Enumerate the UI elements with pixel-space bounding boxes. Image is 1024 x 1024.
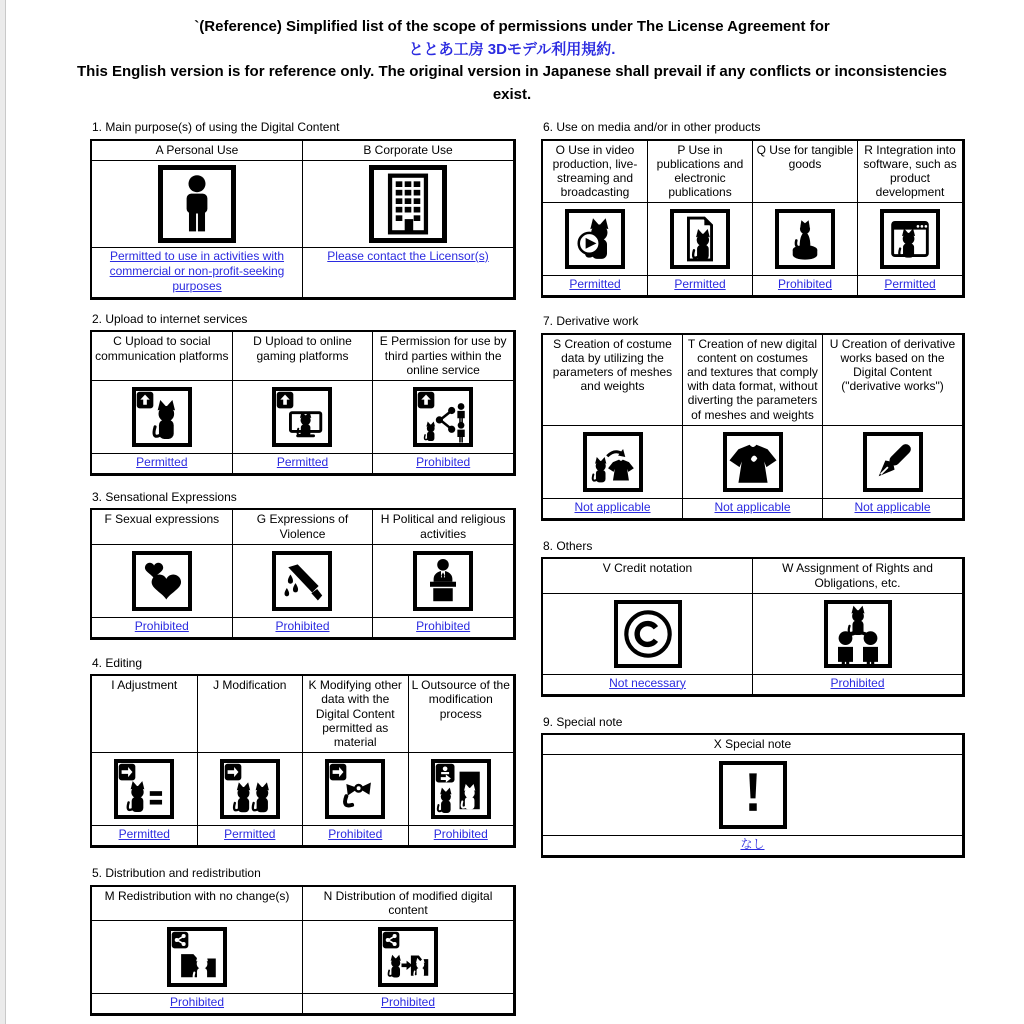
section-heading: 5. Distribution and redistribution — [92, 866, 261, 881]
cell-m-status-link[interactable]: Prohibited — [92, 994, 303, 1014]
cell-t-status-link[interactable]: Not applicable — [683, 499, 823, 519]
rights-assignment-icon — [824, 600, 892, 668]
title-text: `(Reference) Simplified list of the scope of permissions under The License Agreement for — [194, 18, 830, 35]
figurine-icon — [775, 209, 835, 269]
cell-d-label: D Upload to online gaming platforms — [233, 332, 374, 380]
adjustment-icon — [114, 759, 174, 819]
cell-c-label: C Upload to social communication platforms — [92, 332, 233, 380]
document-title-block — [0, 0, 1024, 106]
cell-x-label: X Special note — [543, 735, 963, 755]
cell-a-label: A Personal Use — [92, 141, 303, 161]
cell-f-label: F Sexual expressions — [92, 510, 233, 544]
cell-l-label: L Outsource of the modification process — [409, 676, 515, 753]
cell-i-status-link[interactable]: Permitted — [92, 826, 198, 846]
cell-t-label: T Creation of new digital content on costumes and textures that comply with data format, without diverting the parameters of meshes and weights — [683, 335, 823, 426]
sec-1-main-purpose — [90, 120, 516, 300]
license-agreement-link[interactable]: ととあ工房 3Dモデル利用規約 — [408, 40, 612, 58]
cell-q-status-link[interactable]: Prohibited — [753, 276, 858, 296]
publication-icon — [670, 209, 730, 269]
sec-4-editing — [90, 656, 516, 848]
cell-h-status-link[interactable]: Prohibited — [373, 618, 514, 638]
cell-j-label: J Modification — [198, 676, 304, 753]
cell-q-label: Q Use for tangible goods — [753, 141, 858, 204]
section-heading: 3. Sensational Expressions — [92, 489, 237, 504]
cell-k-status-link[interactable]: Prohibited — [303, 826, 409, 846]
permission-table-3 — [90, 508, 516, 639]
permission-table-5 — [90, 885, 516, 1016]
section-heading: 2. Upload to internet services — [92, 311, 248, 326]
costume-data-icon — [583, 432, 643, 492]
cell-i-label: I Adjustment — [92, 676, 198, 753]
cell-w-label: W Assignment of Rights and Obligations, etc. — [753, 559, 963, 593]
sec-5-distribution — [90, 866, 516, 1016]
section-heading: 7. Derivative work — [543, 314, 639, 329]
title-period: . — [611, 40, 616, 58]
copyright-icon — [614, 600, 682, 668]
section-heading: 8. Others — [543, 538, 593, 553]
upload-gaming-icon — [272, 387, 332, 447]
cell-m-label: M Redistribution with no change(s) — [92, 887, 303, 921]
cell-w-status-link[interactable]: Prohibited — [753, 675, 963, 695]
modification-icon — [220, 759, 280, 819]
section-heading: 6. Use on media and/or in other products — [543, 120, 761, 134]
cell-e-label: E Permission for use by third parties within the online service — [373, 332, 514, 380]
cell-s-status-link[interactable]: Not applicable — [543, 499, 683, 519]
cell-s-label: S Creation of costume data by utilizing the parameters of meshes and weights — [543, 335, 683, 426]
sec-3-sensational — [90, 490, 516, 640]
cell-g-label: G Expressions of Violence — [233, 510, 374, 544]
disclaimer-text: This English version is for reference only. The original version in Japanese shall prevail if any conflicts or inconsistencies exist. — [77, 63, 947, 103]
permission-table-6 — [541, 139, 965, 299]
sec-9-special-note — [541, 715, 965, 859]
section-heading: 9. Special note — [543, 714, 623, 729]
page-edge — [0, 0, 6, 1024]
cell-o-status-link[interactable]: Permitted — [543, 276, 648, 296]
exclamation-icon — [719, 761, 787, 829]
cell-u-label: U Creation of derivative works based on the Digital Content ("derivative works") — [823, 335, 963, 426]
cell-g-status-link[interactable]: Prohibited — [233, 618, 374, 638]
section-heading: 1. Main purpose(s) of using the Digital Content — [92, 120, 340, 134]
cell-r-status-link[interactable]: Permitted — [858, 276, 963, 296]
cell-p-status-link[interactable]: Permitted — [648, 276, 753, 296]
cell-p-label: P Use in publications and electronic publications — [648, 141, 753, 204]
sec-8-others — [541, 539, 965, 697]
permission-table-1 — [90, 139, 516, 300]
upload-social-icon — [132, 387, 192, 447]
cell-v-status-link[interactable]: Not necessary — [543, 675, 753, 695]
cell-c-status-link[interactable]: Permitted — [92, 454, 233, 474]
cell-h-label: H Political and religious activities — [373, 510, 514, 544]
knife-icon — [272, 551, 332, 611]
cell-r-label: R Integration into software, such as product development — [858, 141, 963, 204]
cell-a-status-link[interactable]: Permitted to use in activities with commercial or non-profit-seeking purposes — [92, 248, 303, 298]
outsource-icon — [431, 759, 491, 819]
cell-o-label: O Use in video production, live-streaming and broadcasting — [543, 141, 648, 204]
section-heading: 4. Editing — [92, 655, 143, 670]
hearts-icon — [132, 551, 192, 611]
video-play-icon — [565, 209, 625, 269]
cell-f-status-link[interactable]: Prohibited — [92, 618, 233, 638]
cell-d-status-link[interactable]: Permitted — [233, 454, 374, 474]
right-column — [541, 120, 965, 858]
cell-l-status-link[interactable]: Prohibited — [409, 826, 515, 846]
sec-7-derivative — [541, 314, 965, 521]
permission-table-9 — [541, 733, 965, 858]
cell-b-status-link[interactable]: Please contact the Licensor(s) — [303, 248, 514, 298]
redistribute-folder-icon — [167, 927, 227, 987]
cell-u-status-link[interactable]: Not applicable — [823, 499, 963, 519]
cell-b-label: B Corporate Use — [303, 141, 514, 161]
pen-icon — [863, 432, 923, 492]
person-icon — [158, 165, 236, 243]
sec-2-upload — [90, 312, 516, 476]
cell-n-status-link[interactable]: Prohibited — [303, 994, 514, 1014]
podium-speaker-icon — [413, 551, 473, 611]
permission-table-8 — [541, 557, 965, 696]
cell-k-label: K Modifying other data with the Digital Content permitted as material — [303, 676, 409, 753]
cell-v-label: V Credit notation — [543, 559, 753, 593]
sec-6-media — [541, 120, 965, 298]
cell-x-status-link[interactable]: なし — [543, 836, 963, 856]
permission-table-7 — [541, 333, 965, 521]
permission-table-4 — [90, 674, 516, 848]
modified-distribution-icon — [378, 927, 438, 987]
content-columns — [0, 120, 1024, 1016]
cell-n-label: N Distribution of modified digital content — [303, 887, 514, 921]
third-party-share-icon — [413, 387, 473, 447]
costume-icon — [723, 432, 783, 492]
permission-table-2 — [90, 330, 516, 475]
cell-j-status-link[interactable]: Permitted — [198, 826, 304, 846]
cell-e-status-link[interactable]: Prohibited — [373, 454, 514, 474]
software-window-icon — [880, 209, 940, 269]
material-modify-icon — [325, 759, 385, 819]
left-column — [90, 120, 516, 1016]
building-icon — [369, 165, 447, 243]
